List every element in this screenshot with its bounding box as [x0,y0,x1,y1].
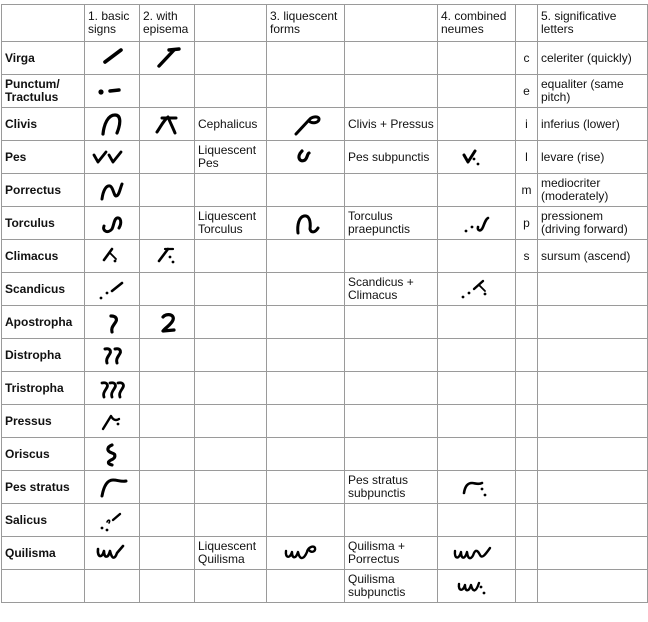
liquescent-label [195,42,267,75]
combined-label [345,306,438,339]
combined-cell [438,42,516,75]
significative-letter [516,273,538,306]
liquescent-cell [267,75,345,108]
letter-meaning: celeriter (quickly) [538,42,648,75]
letter-meaning [538,306,648,339]
letter-meaning: inferius (lower) [538,108,648,141]
tristropha-icon [88,372,140,404]
neume-name: Salicus [2,504,85,537]
torculus-icon [88,207,140,239]
combined-cell [438,174,516,207]
liquescent-quilisma-icon [276,537,336,569]
neume-name: Clivis [2,108,85,141]
significative-letter: i [516,108,538,141]
salicus-icon [88,504,140,536]
liquescent-pes-icon [276,141,336,173]
letter-meaning: levare (rise) [538,141,648,174]
combined-cell [438,108,516,141]
clivis-icon [88,108,140,140]
combined-label: Pes stratus subpunctis [345,471,438,504]
liquescent-cell [267,174,345,207]
basic-sign-cell [85,75,140,108]
liquescent-cell [267,141,345,174]
basic-sign-cell [85,141,140,174]
episema-cell [140,174,195,207]
liquescent-torculus-icon [276,207,336,239]
combined-label: Quilisma + Porrectus [345,537,438,570]
header-liquescent-forms: 3. liquescent forms [267,5,345,42]
combined-cell [438,570,516,603]
letter-meaning [538,504,648,537]
pes-stratus-subpunctis-icon [447,471,507,503]
basic-sign-cell [85,438,140,471]
liquescent-cell [267,339,345,372]
combined-label [345,75,438,108]
liquescent-label [195,570,267,603]
table-row [2,504,648,537]
combined-label [345,372,438,405]
episema-cell [140,504,195,537]
neume-name: Virga [2,42,85,75]
neume-name: Scandicus [2,273,85,306]
table-row [2,75,648,108]
table-row [2,273,648,306]
header-significative-letters: 5. significative letters [538,5,648,42]
table-row [2,372,648,405]
header-blank [2,5,85,42]
virga-episema-icon [143,42,195,74]
basic-sign-cell [85,405,140,438]
liquescent-cell [267,240,345,273]
basic-sign-cell [85,42,140,75]
apostropha-icon [88,306,140,338]
pes-stratus-icon [88,471,140,503]
liquescent-cell [267,306,345,339]
combined-label: Torculus praepunctis [345,207,438,240]
basic-sign-cell [85,570,140,603]
combined-cell [438,273,516,306]
liquescent-cell [267,471,345,504]
cephalicus-icon [276,108,336,140]
liquescent-label [195,240,267,273]
clivis-episema-icon [143,108,195,140]
significative-letter [516,339,538,372]
header-with-episema: 2. with episema [140,5,195,42]
apostropha-episema-icon [143,306,195,338]
letter-meaning: sursum (ascend) [538,240,648,273]
basic-sign-cell [85,471,140,504]
episema-cell [140,438,195,471]
neume-table [1,4,648,603]
significative-letter: s [516,240,538,273]
letter-meaning [538,372,648,405]
header-row [2,5,648,42]
combined-label [345,504,438,537]
neume-name: Torculus [2,207,85,240]
neume-name: Pes [2,141,85,174]
liquescent-label [195,339,267,372]
combined-cell [438,339,516,372]
significative-letter [516,438,538,471]
letter-meaning [538,339,648,372]
liquescent-label: Liquescent Quilisma [195,537,267,570]
quilisma-icon [88,537,140,569]
combined-cell [438,207,516,240]
oriscus-icon [88,438,140,470]
table-row [2,306,648,339]
table-row [2,405,648,438]
basic-sign-cell [85,240,140,273]
significative-letter: p [516,207,538,240]
combined-label: Scandicus + Climacus [345,273,438,306]
neume-name: Tristropha [2,372,85,405]
letter-meaning: equaliter (same pitch) [538,75,648,108]
basic-sign-cell [85,339,140,372]
liquescent-label: Liquescent Pes [195,141,267,174]
table-row [2,240,648,273]
liquescent-label [195,75,267,108]
significative-letter [516,405,538,438]
significative-letter: m [516,174,538,207]
climacus-episema-icon [143,240,195,272]
liquescent-label [195,372,267,405]
episema-cell [140,240,195,273]
neume-name: Climacus [2,240,85,273]
liquescent-cell [267,438,345,471]
combined-cell [438,75,516,108]
liquescent-label [195,306,267,339]
liquescent-cell [267,42,345,75]
liquescent-cell [267,207,345,240]
combined-label: Clivis + Pressus [345,108,438,141]
table-row [2,174,648,207]
combined-label [345,339,438,372]
basic-sign-cell [85,108,140,141]
pes-icon [88,141,140,173]
liquescent-label: Liquescent Torculus [195,207,267,240]
table-row [2,471,648,504]
combined-cell [438,306,516,339]
torculus-praepunctis-icon [447,207,507,239]
liquescent-label [195,504,267,537]
table-row [2,42,648,75]
liquescent-cell [267,108,345,141]
table-row [2,141,648,174]
liquescent-cell [267,372,345,405]
episema-cell [140,570,195,603]
liquescent-cell [267,405,345,438]
combined-label [345,405,438,438]
basic-sign-cell [85,306,140,339]
liquescent-label [195,471,267,504]
combined-label [345,174,438,207]
neume-name: Punctum/ Tractulus [2,75,85,108]
table-row [2,207,648,240]
episema-cell [140,108,195,141]
significative-letter [516,471,538,504]
basic-sign-cell [85,174,140,207]
table-row [2,570,648,603]
letter-meaning [538,438,648,471]
liquescent-cell [267,570,345,603]
header-blank [516,5,538,42]
combined-label [345,42,438,75]
combined-label: Quilisma subpunctis [345,570,438,603]
significative-letter: c [516,42,538,75]
pes-subpunctis-icon [447,141,507,173]
quilisma-porrectus-icon [447,537,507,569]
combined-cell [438,141,516,174]
letter-meaning [538,570,648,603]
punctum-tractulus-icon [88,75,140,107]
significative-letter [516,504,538,537]
episema-cell [140,537,195,570]
liquescent-label [195,438,267,471]
pressus-icon [88,405,140,437]
combined-cell [438,405,516,438]
header-basic-signs: 1. basic signs [85,5,140,42]
significative-letter [516,537,538,570]
combined-cell [438,471,516,504]
letter-meaning [538,273,648,306]
liquescent-label [195,174,267,207]
basic-sign-cell [85,504,140,537]
combined-label [345,438,438,471]
porrectus-icon [88,174,140,206]
neume-name: Pressus [2,405,85,438]
significative-letter [516,306,538,339]
episema-cell [140,75,195,108]
combined-cell [438,537,516,570]
letter-meaning: mediocriter (moderately) [538,174,648,207]
header-combined-neumes: 4. combined neumes [438,5,516,42]
climacus-icon [88,240,140,272]
liquescent-cell [267,273,345,306]
neume-name: Distropha [2,339,85,372]
table-row [2,537,648,570]
combined-cell [438,240,516,273]
quilisma-subpunctis-icon [447,570,507,602]
header-blank [345,5,438,42]
letter-meaning: pressionem (driving forward) [538,207,648,240]
basic-sign-cell [85,273,140,306]
basic-sign-cell [85,207,140,240]
significative-letter [516,570,538,603]
significative-letter [516,372,538,405]
letter-meaning [538,471,648,504]
significative-letter: e [516,75,538,108]
neume-name: Oriscus [2,438,85,471]
virga-icon [88,42,140,74]
significative-letter: l [516,141,538,174]
episema-cell [140,141,195,174]
episema-cell [140,306,195,339]
scandicus-icon [88,273,140,305]
episema-cell [140,273,195,306]
table-row [2,339,648,372]
episema-cell [140,405,195,438]
episema-cell [140,372,195,405]
liquescent-cell [267,504,345,537]
liquescent-label: Cephalicus [195,108,267,141]
scandicus-climacus-icon [447,273,507,305]
liquescent-label [195,273,267,306]
neume-name: Pes stratus [2,471,85,504]
basic-sign-cell [85,537,140,570]
letter-meaning [538,405,648,438]
combined-cell [438,504,516,537]
episema-cell [140,339,195,372]
letter-meaning [538,537,648,570]
basic-sign-cell [85,372,140,405]
table-row [2,108,648,141]
combined-cell [438,438,516,471]
neume-name: Porrectus [2,174,85,207]
distropha-icon [88,339,140,371]
episema-cell [140,471,195,504]
combined-label: Pes subpunctis [345,141,438,174]
liquescent-label [195,405,267,438]
neume-name: Quilisma [2,537,85,570]
episema-cell [140,42,195,75]
header-blank [195,5,267,42]
combined-cell [438,372,516,405]
episema-cell [140,207,195,240]
table-row [2,438,648,471]
neume-name: Apostropha [2,306,85,339]
liquescent-cell [267,537,345,570]
combined-label [345,240,438,273]
neume-name [2,570,85,603]
